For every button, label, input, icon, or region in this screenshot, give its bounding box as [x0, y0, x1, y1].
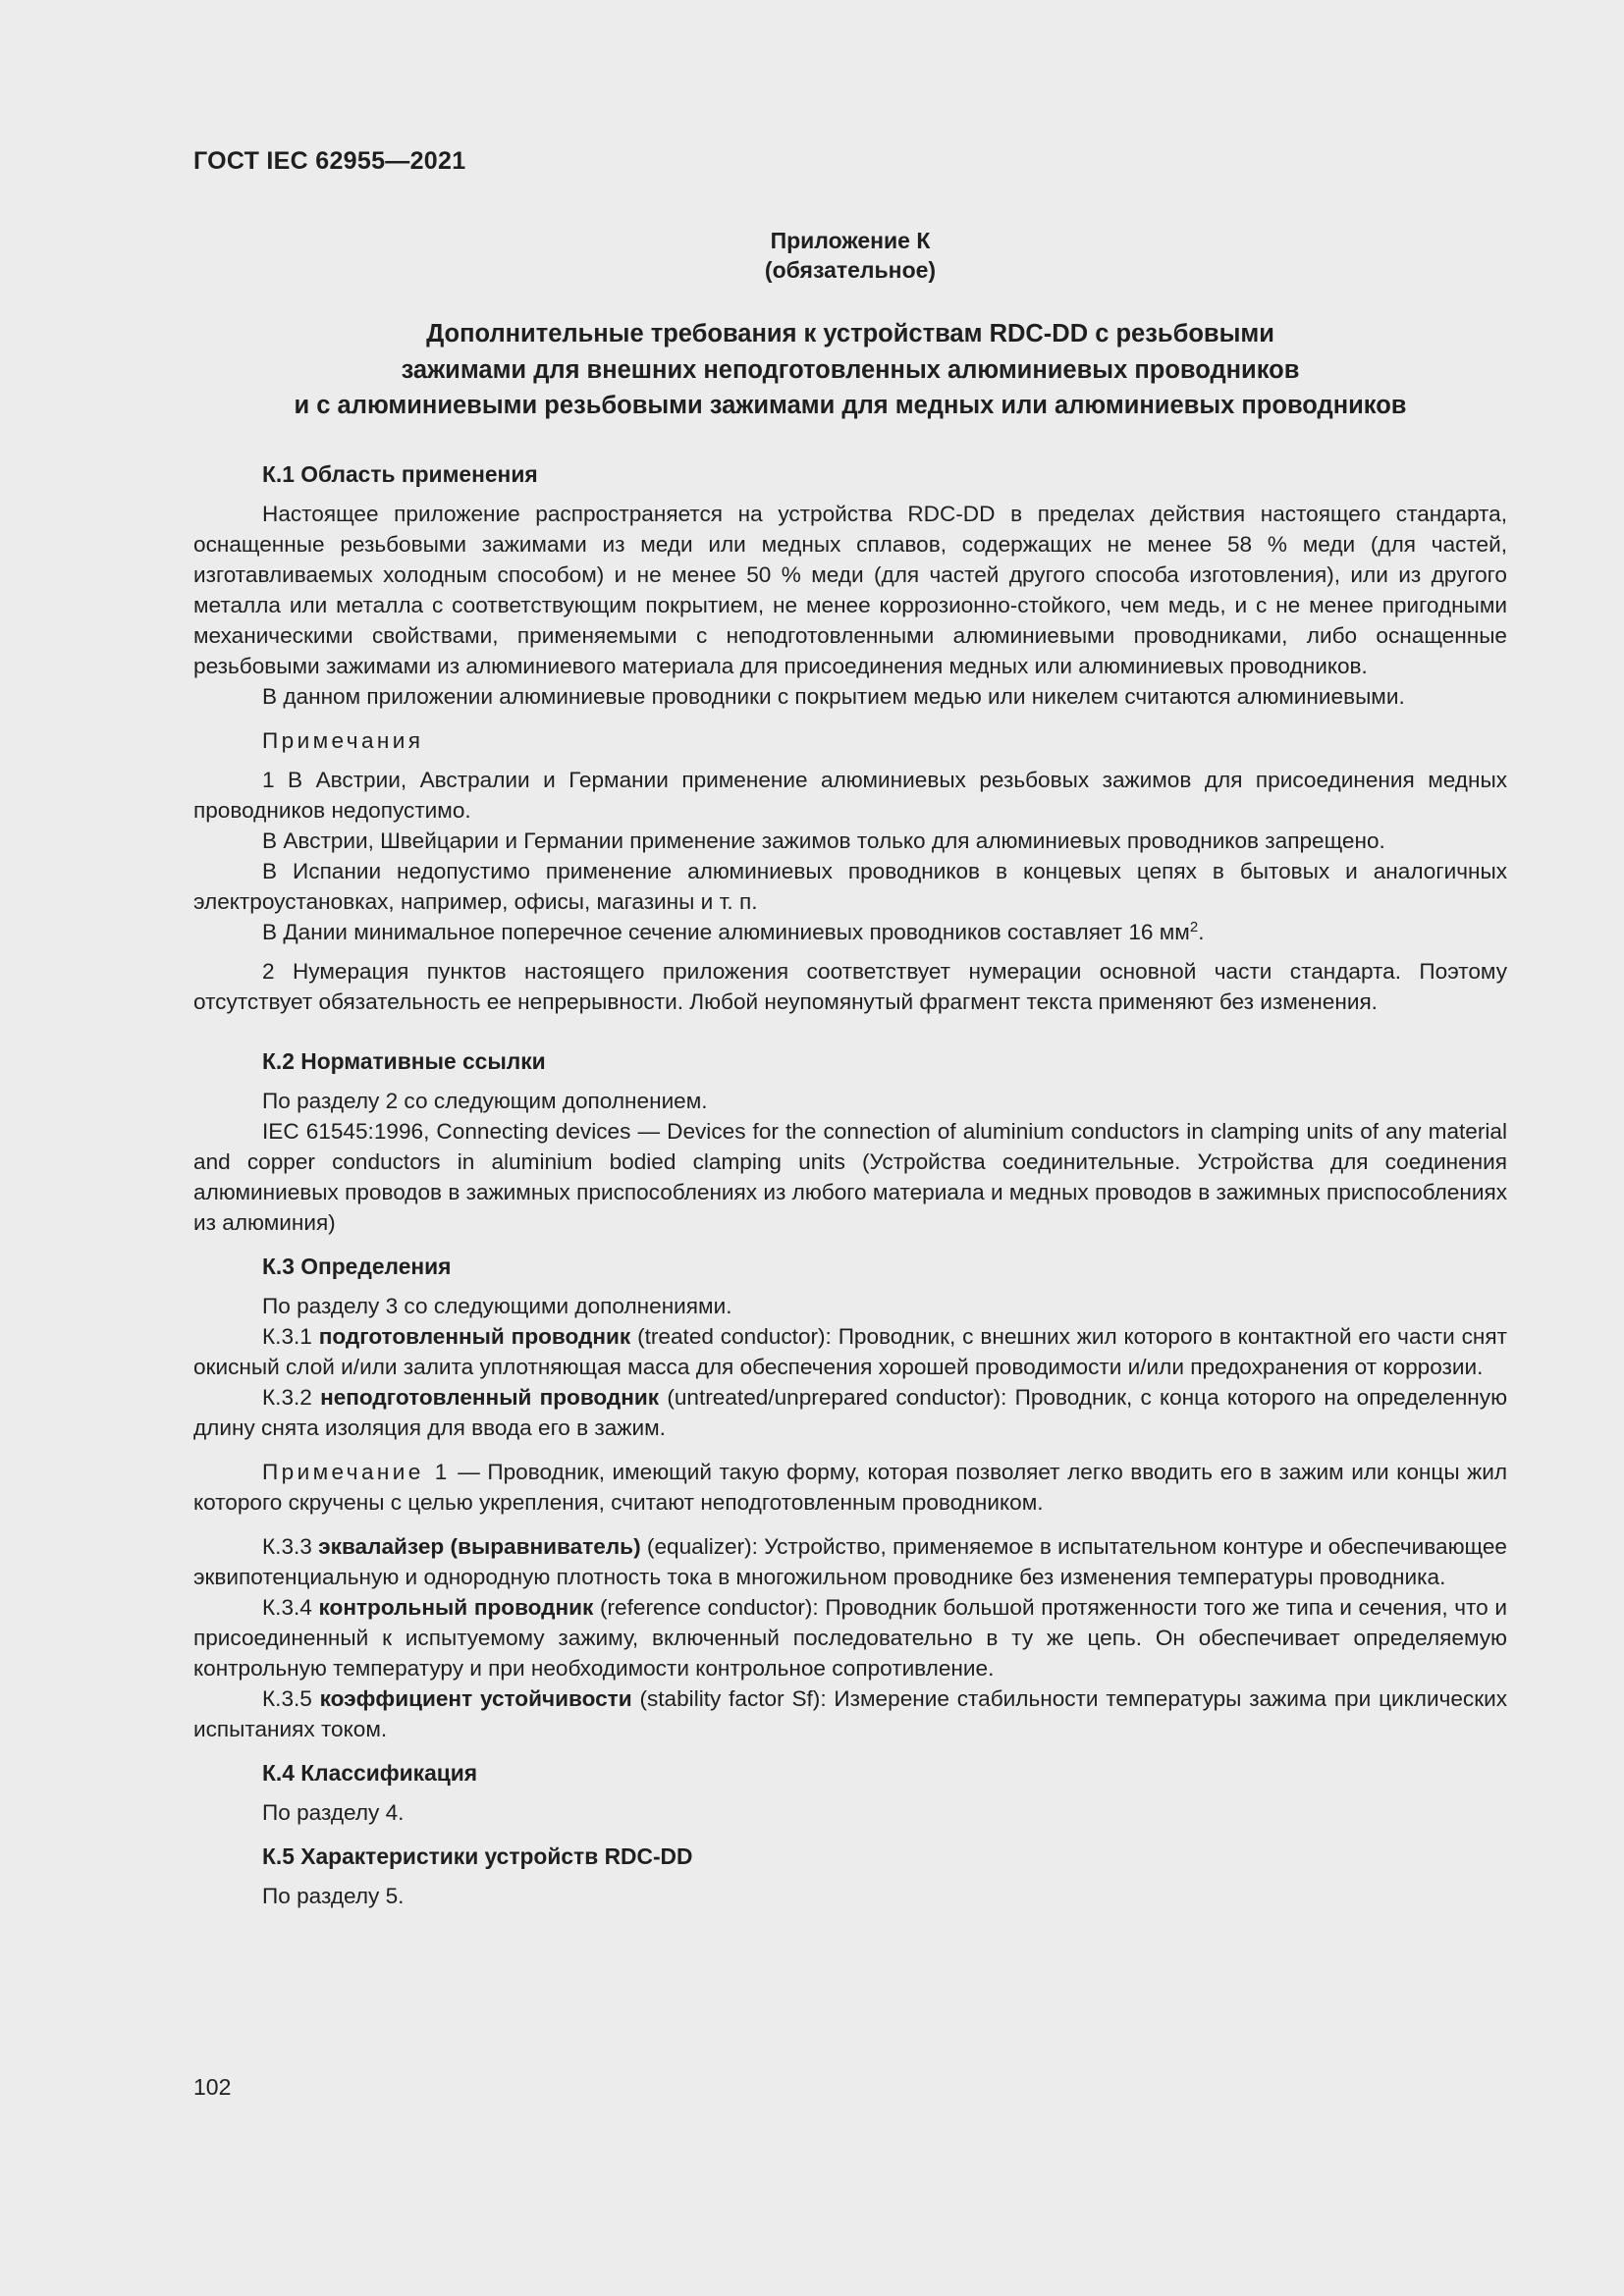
- document-body: [193, 459, 1507, 1911]
- section-k2-paragraph-1: По разделу 2 со следующим дополнением.: [262, 1089, 708, 1113]
- section-k2-reference: IEC 61545:1996, Connecting devices — Devices for the connection of aluminium conductors in clamping units of any material and copper conductors in aluminium bodied clamping units (Устройства соединительные. Устройства для соединения алюминиевых проводов в зажимных приспособлениях из любого материала и медных проводов в зажимных приспособлениях из алюминия): [193, 1119, 1507, 1235]
- definition-text: (stability factor Sf): Измерение стабильности температуры зажима при циклических испытаниях током.: [193, 1686, 1508, 1741]
- note-2: 2 Нумерация пунктов настоящего приложения соответствует нумерации основной части стандарта. Поэтому отсутствует обязательность ее непрерывности. Любой неупомянутый фрагмент текста применяют без изменения.: [193, 959, 1507, 1014]
- definition-k3-4: [193, 1592, 1507, 1683]
- definition-number: К.3.1: [262, 1324, 319, 1349]
- note-label: Примечание 1: [262, 1460, 451, 1484]
- section-k1-paragraph-2: В данном приложении алюминиевые проводники с покрытием медью или никелем считаются алюминиевыми.: [262, 684, 1405, 709]
- section-k3-paragraph-1: По разделу 3 со следующими дополнениями.: [262, 1294, 732, 1318]
- annex-title-line-3: и с алюминиевыми резьбовыми зажимами для медных или алюминиевых проводников: [294, 392, 1407, 419]
- definition-note-1: [193, 1457, 1507, 1518]
- section-k4-heading: К.4 Классификация: [262, 1760, 478, 1786]
- note-1: 1 В Австрии, Австралии и Германии применение алюминиевых резьбовых зажимов для присоединения медных проводников недопустимо.: [193, 768, 1507, 823]
- annex-title: [193, 316, 1507, 424]
- section-k5-heading: К.5 Характеристики устройств RDC-DD: [262, 1843, 693, 1869]
- section-k3-heading: К.3 Определения: [262, 1254, 452, 1279]
- definition-term: неподготовленный проводник: [320, 1385, 660, 1410]
- note-1-denmark-end: .: [1198, 920, 1205, 944]
- section-k1-heading: К.1 Область применения: [262, 461, 538, 487]
- definition-text: (untreated/unprepared conductor): Проводник, с конца которого на определенную длину снята изоляция для ввода его в зажим.: [193, 1385, 1508, 1440]
- definition-k3-5: [193, 1683, 1507, 1744]
- note-text: — Проводник, имеющий такую форму, которая позволяет легко вводить его в зажим или концы жил которого скручены с целью укрепления, считают неподготовленным проводником.: [193, 1460, 1508, 1515]
- annex-heading: [193, 226, 1507, 285]
- section-k5-paragraph-1: По разделу 5.: [262, 1884, 405, 1908]
- definition-number: К.3.4: [262, 1595, 319, 1620]
- definition-number: К.3.5: [262, 1686, 320, 1711]
- note-1-spain: В Испании недопустимо применение алюминиевых проводников в концевых цепях в бытовых и аналогичных электроустановках, например, офисы, магазины и т. п.: [193, 859, 1507, 914]
- definition-text: (equalizer): Устройство, применяемое в испытательном контуре и обеспечивающее эквипотенциальную и однородную плотность тока в многожильном проводнике без изменения температуры проводника.: [193, 1534, 1507, 1589]
- definition-number: К.3.2: [262, 1385, 321, 1410]
- definition-term: подготовленный проводник: [318, 1324, 631, 1349]
- annex-name: Приложение К: [770, 228, 931, 253]
- section-k4-paragraph-1: По разделу 4.: [262, 1800, 405, 1825]
- annex-title-line-2: зажимами для внешних неподготовленных алюминиевых проводников: [401, 355, 1300, 384]
- section-k1-paragraph-1: Настоящее приложение распространяется на устройства RDC-DD в пределах действия настоящего стандарта, оснащенные резьбовыми зажимами из меди или медных сплавов, содержащих не менее 58 % меди (для частей, изготавливаемых холодным способом) и не менее 50 % меди (для частей другого способа изготовления), или из другого металла или металла с соответствующим покрытием, не менее коррозионно-стойкого, чем медь, и с не менее пригодными механическими свойствами, применяемыми с неподготовленными алюминиевыми проводниками, либо оснащенные резьбовыми зажимами из алюминиевого материала для присоединения медных или алюминиевых проводников.: [193, 502, 1507, 678]
- note-1-denmark: [193, 917, 1507, 947]
- square-superscript: 2: [1189, 919, 1199, 935]
- definition-term: контрольный проводник: [318, 1595, 594, 1620]
- notes-label: Примечания: [262, 728, 424, 753]
- annex-title-line-1: Дополнительные требования к устройствам RDC-DD с резьбовыми: [426, 320, 1274, 347]
- note-1-denmark-text: В Дании минимальное поперечное сечение алюминиевых проводников составляет 16 мм: [262, 920, 1190, 944]
- definition-term: эквалайзер (выравниватель): [318, 1534, 641, 1559]
- document-code-header: ГОСТ IEC 62955—2021: [193, 147, 466, 175]
- definition-text: (reference conductor): Проводник большой протяженности того же типа и сечения, что и присоединенный к испытуемому зажиму, включенный последовательно в ту же цепь. Он обеспечивает определяемую контрольную температуру и при необходимости контрольное сопротивление.: [193, 1595, 1507, 1681]
- document-page: [193, 0, 1507, 2296]
- definition-k3-2: [193, 1382, 1507, 1443]
- note-1-switzerland: В Австрии, Швейцарии и Германии применение зажимов только для алюминиевых проводников запрещено.: [262, 828, 1385, 853]
- page-number: 102: [193, 2074, 232, 2100]
- section-k2-heading: К.2 Нормативные ссылки: [262, 1048, 546, 1074]
- definition-text: (treated conductor): Проводник, с внешних жил которого в контактной его части снят окисный слой и/или залита уплотняющая масса для обеспечения хорошей проводимости и/или предохранения от коррозии.: [193, 1324, 1507, 1379]
- annex-status: (обязательное): [764, 257, 937, 283]
- definition-k3-3: [193, 1531, 1507, 1592]
- definition-number: К.3.3: [262, 1534, 319, 1559]
- definition-term: коэффициент устойчивости: [319, 1686, 632, 1711]
- definition-k3-1: [193, 1321, 1507, 1382]
